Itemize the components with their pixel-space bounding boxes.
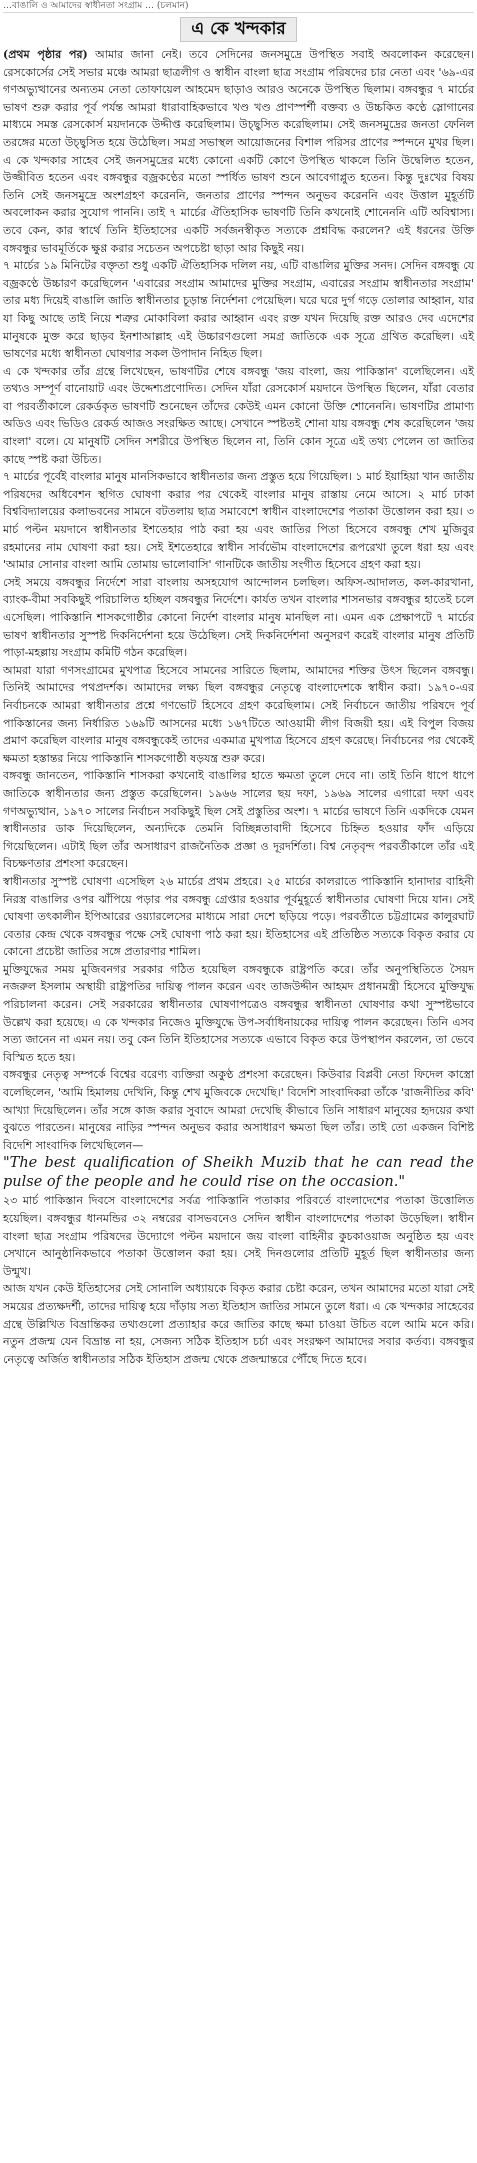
article-paragraph: বঙ্গবন্ধুর নেতৃত্ব সম্পর্কে বিশ্বের বরেণ্য ব্যক্তিরা অকুণ্ঠ প্রশংসা করেছেন। কিউবার বিপ্লবী নেতা ফিদেল কাস্ত্রো বলেছিলেন, 'আমি হিমালয় দেখিনি, কিন্তু শেখ মুজিবকে দেখেছি।' বিদেশি সাংবাদিকরা তাঁকে 'রাজনীতির কবি' আখ্যা দিয়েছিলেন। তাঁর সঙ্গে কাজ করার সুবাদে আমরা দেখেছি কীভাবে তিনি সাধারণ মানুষের হৃদয়ের কথা বুঝতে পারতেন। মানুষের নাড়ির স্পন্দন অনুভব করার অসাধারণ ক্ষমতা ছিল তাঁর। তাই তো একজন বিশিষ্ট বিদেশি সাংবাদিক লিখেছিলেন—	[3, 1068, 474, 1152]
article-paragraph: স্বাধীনতার সুস্পষ্ট ঘোষণা এসেছিল ২৬ মার্চের প্রথম প্রহরে। ২৫ মার্চের কালরাতে পাকিস্তানি হানাদার বাহিনী নিরস্ত্র বাঙালির ওপর ঝাঁপিয়ে পড়ার পর বঙ্গবন্ধু গ্রেপ্তার হওয়ার পূর্বমুহূর্তে স্বাধীনতার ঘোষণা দিয়ে যান। সেই ঘোষণা তৎকালীন ইপিআরের ওয়্যারলেসের মাধ্যমে সারা দেশে ছড়িয়ে পড়ে। পরবর্তীতে চট্টগ্রামের কালুরঘাট বেতার কেন্দ্র থেকে বঙ্গবন্ধুর পক্ষে সেই ঘোষণা পাঠ করা হয়। ইতিহাসের এই প্রতিষ্ঠিত সত্যকে বিকৃত করার যে কোনো প্রচেষ্টা জাতির সঙ্গে প্রতারণার শামিল।	[3, 874, 474, 959]
article-paragraph: ৭ মার্চের পূর্বেই বাংলার মানুষ মানসিকভাবে স্বাধীনতার জন্য প্রস্তুত হয়ে গিয়েছিল। ১ মার্চ ইয়াহিয়া খান জাতীয় পরিষদের অধিবেশন স্থগিত ঘোষণা করার পর থেকেই বাংলার মানুষ রাস্তায় নেমে আসে। ২ মার্চ ঢাকা বিশ্ববিদ্যালয়ের কলাভবনের সামনে বটতলায় ছাত্র সমাবেশে স্বাধীন বাংলাদেশের পতাকা উত্তোলন করা হয়। ৩ মার্চ পল্টন ময়দানে স্বাধীনতার ইশতেহার পাঠ করা হয় এবং জাতির পিতা হিসেবে বঙ্গবন্ধু শেখ মুজিবুর রহমানের নাম ঘোষণা করা হয়। সেই ইশতেহারে স্বাধীন সার্বভৌম বাংলাদেশের রূপরেখা তুলে ধরা হয় এবং 'আমার সোনার বাংলা আমি তোমায় ভালোবাসি' গানটিকে জাতীয় সংগীত হিসেবে গ্রহণ করা হয়।	[3, 470, 474, 572]
header-strip: …বাঙালি ও আমাদের স্বাধীনতা সংগ্রাম … (চলমান)	[3, 0, 474, 13]
page-continuation-note: (প্রথম পৃষ্ঠার পর)	[3, 48, 88, 61]
article-paragraph: আমরা যারা গণসংগ্রামের মুখপাত্র হিসেবে সামনের সারিতে ছিলাম, আমাদের শক্তির উৎস ছিলেন বঙ্গবন্ধু। তিনিই আমাদের পথপ্রদর্শক। আমাদের লক্ষ্য ছিল বঙ্গবন্ধুর নেতৃত্বে বাংলাদেশকে স্বাধীন করা। ১৯৭০-এর নির্বাচনকে আমরা স্বাধীনতার প্রশ্নে গণভোট হিসেবে গ্রহণ করেছিলাম। সেই নির্বাচনে জাতীয় পরিষদে পূর্ব পাকিস্তানের জন্য নির্ধারিত ১৬৯টি আসনের মধ্যে ১৬৭টিতে আওয়ামী লীগ বিজয়ী হয়। এই বিপুল বিজয় প্রমাণ করেছিল বাংলার মানুষ বঙ্গবন্ধুকেই তাদের একমাত্র মুখপাত্র হিসেবে গ্রহণ করেছে। নির্বাচনের পর থেকেই ক্ষমতা হস্তান্তর নিয়ে পাকিস্তানি শাসকগোষ্ঠী ষড়যন্ত্র শুরু করে।	[3, 663, 474, 765]
article-paragraph	[3, 46, 474, 257]
english-quote: "The best qualification of Sheikh Muzib that he can read the pulse of the people and he could rise on the occasion."	[3, 1155, 474, 1191]
article-body	[3, 46, 474, 1368]
headline-container	[3, 13, 474, 44]
article-paragraph: সেই সময়ে বঙ্গবন্ধুর নির্দেশে সারা বাংলায় অসহযোগ আন্দোলন চলছিল। অফিস-আদালত, কল-কারখানা, ব্যাংক-বীমা সবকিছুই পরিচালিত হচ্ছিল বঙ্গবন্ধুর নির্দেশে। কার্যত তখন বাংলার শাসনভার বঙ্গবন্ধুর হাতেই চলে এসেছিল। পাকিস্তানি শাসকগোষ্ঠীর কোনো নির্দেশ বাংলার মানুষ মানছিল না। এমন এক প্রেক্ষাপটে ৭ মার্চের ভাষণ স্বাধীনতার সুস্পষ্ট দিকনির্দেশনা হয়ে উঠেছিল। সেই দিকনির্দেশনা অনুসরণ করেই বাংলার মানুষ প্রতিটি পাড়া-মহল্লায় সংগ্রাম কমিটি গঠন করেছিল।	[3, 575, 474, 660]
paragraph-text: আমার জানা নেই। তবে সেদিনের জনসমুদ্রে উপস্থিত সবাই অবলোকন করেছেন। রেসকোর্সের সেই সভার মঞ্চে আমরা ছাত্রলীগ ও স্বাধীন বাংলা ছাত্র সংগ্রাম পরিষদের চার নেতা এবং '৬৯-এর গণঅভ্যুত্থানের অন্যতম নেতা তোফায়েল আহমেদ ছাড়াও আরও অনেকে উপস্থিত ছিলাম। বঙ্গবন্ধুর ৭ মার্চের ভাষণ শুরু করার পূর্ব পর্যন্ত আমরা ধারাবাহিকভাবে খণ্ড খণ্ড প্রাণস্পর্শী বক্তব্য ও উচ্চকিত কণ্ঠে স্লোগানের মাধ্যমে সমস্ত রেসকোর্স ময়দানকে উদ্দীপ্ত করেছিলাম। উচ্ছ্বসিত করেছিলাম। সেই জনসমুদ্রের জনতা ফেনিল তরঙ্গের মতো উচ্ছ্বসিত হয়ে উঠেছিল। সমগ্র সভাস্থল আয়োজনের বিশাল পরিসর প্রাণের স্পন্দনে মুখর ছিল। এ কে খন্দকার সাহেব সেই জনসমুদ্রের মধ্যে কোনো একটি কোণে উপস্থিত থাকলে তিনি উদ্বেলিত হতেন, উজ্জীবিত হতেন এবং বঙ্গবন্ধুর বজ্রকণ্ঠের মতো স্পর্ধিত ভাষণ শুনে আবেগাপ্লুত হতেন। কিন্তু দুঃখের বিষয় তিনি সেই জনসমুদ্রে অংশগ্রহণ করেননি, জনতার প্রাণের স্পন্দন অনুভব করেননি এবং উত্তাল মুহূর্তটি অবলোকন করার সুযোগ পাননি। তাই ৭ মার্চের ঐতিহাসিক ভাষণটি তিনি কখনোই শোনেননি এটি অবিশ্বাস্য। তবে কেন, কার স্বার্থে তিনি ইতিহাসের একটি সর্বজনস্বীকৃত সত্যকে প্রশ্নবিদ্ধ করলেন? এই ধরনের উক্তি বঙ্গবন্ধুর ভাবমূর্তিকে ক্ষুণ্ণ করার সচেতন অপচেষ্টা ছাড়া আর কিছুই নয়।	[3, 48, 475, 255]
article-title: এ কে খন্দকার	[180, 17, 297, 42]
article-paragraph: এ কে খন্দকার তাঁর গ্রন্থে লিখেছেন, ভাষণটির শেষে বঙ্গবন্ধু 'জয় বাংলা, জয় পাকিস্তান' বলেছিলেন। এই তথ্যও সম্পূর্ণ বানোয়াট এবং উদ্দেশ্যপ্রণোদিত। সেদিন যাঁরা রেসকোর্স ময়দানে উপস্থিত ছিলেন, যাঁরা বেতার বা পরবর্তীকালে রেকর্ডকৃত ভাষণটি শুনেছেন তাঁদের কেউই এমন কোনো উক্তি শোনেননি। ভাষণটির প্রামাণ্য অডিও এবং ভিডিও রেকর্ড আজও সংরক্ষিত আছে। সেখানে স্পষ্টতই শোনা যায় বঙ্গবন্ধু শেষ করেছিলেন 'জয় বাংলা' বলে। যে মানুষটি সেদিন সশরীরে উপস্থিত ছিলেন না, তিনি কোন সূত্রে এই তথ্য পেলেন তা জাতির কাছে স্পষ্ট করা উচিত।	[3, 364, 474, 466]
article-paragraph: মুক্তিযুদ্ধের সময় মুজিবনগর সরকার গঠিত হয়েছিল বঙ্গবন্ধুকে রাষ্ট্রপতি করে। তাঁর অনুপস্থিতিতে সৈয়দ নজরুল ইসলাম অস্থায়ী রাষ্ট্রপতির দায়িত্ব পালন করেন এবং তাজউদ্দীন আহমদ প্রধানমন্ত্রী হিসেবে মুক্তিযুদ্ধ পরিচালনা করেন। সেই সরকারের স্বাধীনতার ঘোষণাপত্রেও বঙ্গবন্ধুর স্বাধীনতা ঘোষণার কথা সুস্পষ্টভাবে উল্লেখ করা হয়েছে। এ কে খন্দকার নিজেও মুক্তিযুদ্ধে উপ-সর্বাধিনায়কের দায়িত্ব পালন করেছেন। তিনি এসব সত্য জানেন না এমন নয়। তবু কেন তিনি ইতিহাসের সত্যকে এভাবে বিকৃত করে উপস্থাপন করলেন, তা ভেবে বিস্মিত হতে হয়।	[3, 962, 474, 1064]
article-paragraph: আজ যখন কেউ ইতিহাসের সেই সোনালি অধ্যায়কে বিকৃত করার চেষ্টা করেন, তখন আমাদের মতো যারা সেই সময়ের প্রত্যক্ষদর্শী, তাদের দায়িত্ব হয়ে দাঁড়ায় সত্য ইতিহাস জাতির সামনে তুলে ধরা। এ কে খন্দকার সাহেবের গ্রন্থে উল্লিখিত বিভ্রান্তিকর তথ্যগুলো প্রত্যাহার করে জাতির কাছে ক্ষমা চাওয়া উচিত বলে আমি মনে করি। নতুন প্রজন্ম যেন বিভ্রান্ত না হয়, সেজন্য সঠিক ইতিহাস চর্চা এবং সংরক্ষণ আমাদের সবার কর্তব্য। বঙ্গবন্ধুর নেতৃত্বে অর্জিত স্বাধীনতার সঠিক ইতিহাস প্রজন্ম থেকে প্রজন্মান্তরে পৌঁছে দিতে হবে।	[3, 1282, 474, 1366]
article-paragraph: ৭ মার্চের ১৯ মিনিটের বক্তৃতা শুধু একটি ঐতিহাসিক দলিল নয়, এটি বাঙালির মুক্তির সনদ। সেদিন বঙ্গবন্ধু যে বজ্রকণ্ঠে উচ্চারণ করেছিলেন 'এবারের সংগ্রাম আমাদের মুক্তির সংগ্রাম, এবারের সংগ্রাম স্বাধীনতার সংগ্রাম' তার মধ্য দিয়েই বাঙালি জাতি স্বাধীনতার চূড়ান্ত নির্দেশনা পেয়েছিল। ঘরে ঘরে দুর্গ গড়ে তোলার আহ্বান, যার যা কিছু আছে তাই নিয়ে শত্রুর মোকাবিলা করার আহ্বান এবং রক্ত যখন দিয়েছি রক্ত আরও দেব এদেশের মানুষকে মুক্ত করে ছাড়ব ইনশাআল্লাহ এই উচ্চারণগুলো সমগ্র জাতিকে এক সূত্রে গ্রথিত করেছিল। এই ভাষণের মধ্যে স্বাধীনতা ঘোষণার সকল উপাদান নিহিত ছিল।	[3, 259, 474, 361]
article-paragraph: ২৩ মার্চ পাকিস্তান দিবসে বাংলাদেশের সর্বত্র পাকিস্তানি পতাকার পরিবর্তে বাংলাদেশের পতাকা উত্তোলিত হয়েছিল। বঙ্গবন্ধুর ধানমন্ডির ৩২ নম্বরের বাসভবনেও সেদিন স্বাধীন বাংলাদেশের পতাকা উড়েছিল। স্বাধীন বাংলা ছাত্র সংগ্রাম পরিষদের উদ্যোগে পল্টন ময়দানে জয় বাংলা বাহিনীর কুচকাওয়াজ অনুষ্ঠিত হয় এবং সেখানে আনুষ্ঠানিকভাবে পতাকা উত্তোলন করা হয়। সেই দিনগুলোর প্রতিটি মুহূর্ত ছিল স্বাধীনতার জন্য উন্মুখ।	[3, 1194, 474, 1278]
article-paragraph: বঙ্গবন্ধু জানতেন, পাকিস্তানি শাসকরা কখনোই বাঙালির হাতে ক্ষমতা তুলে দেবে না। তাই তিনি ধাপে ধাপে জাতিকে স্বাধীনতার জন্য প্রস্তুত করেছিলেন। ১৯৬৬ সালের ছয় দফা, ১৯৬৯ সালের এগারো দফা এবং গণঅভ্যুত্থান, ১৯৭০ সালের নির্বাচন সবকিছুই ছিল সেই প্রস্তুতির অংশ। ৭ মার্চের ভাষণে তিনি একদিকে যেমন স্বাধীনতার ডাক দিয়েছিলেন, অন্যদিকে তেমনি বিচ্ছিন্নতাবাদী হিসেবে চিহ্নিত হওয়ার ফাঁদ এড়িয়ে গিয়েছিলেন। এটাই ছিল তাঁর অসাধারণ রাজনৈতিক প্রজ্ঞা ও দূরদর্শিতা। বিশ্ব নেতৃবৃন্দ পরবর্তীকালে তাঁর এই বিচক্ষণতার প্রশংসা করেছেন।	[3, 769, 474, 871]
page-bottom-fade	[0, 2155, 477, 2163]
